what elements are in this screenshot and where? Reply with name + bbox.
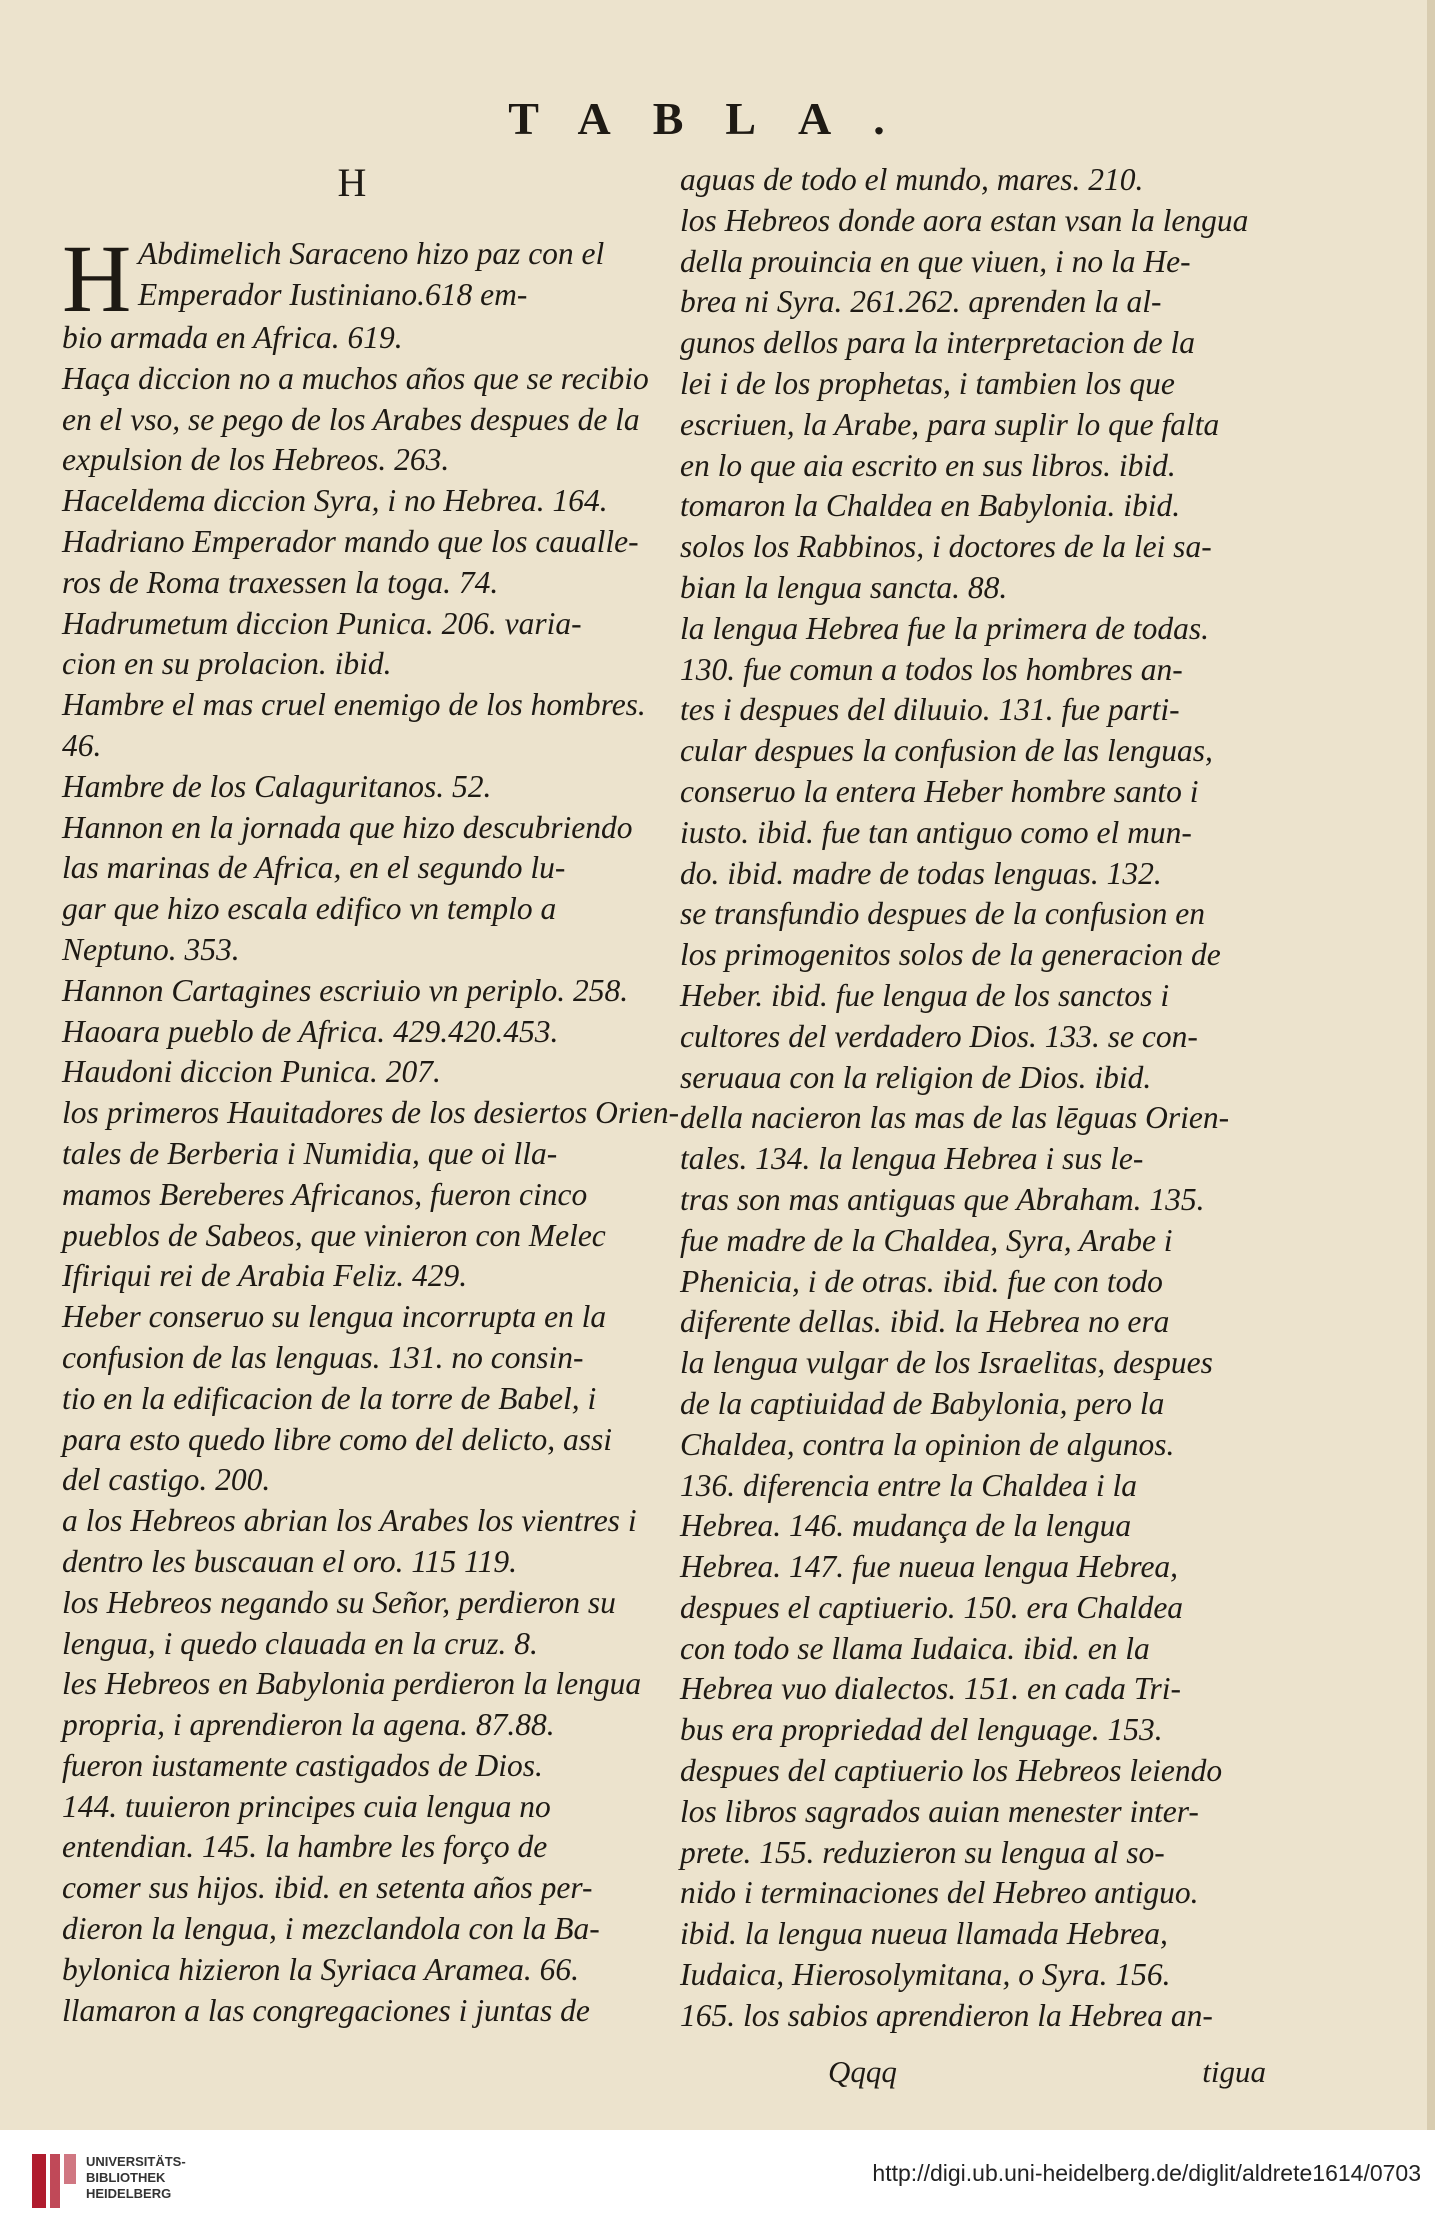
viewer-footer <box>0 2130 1435 2235</box>
text-line: bio armada en Africa. 619. <box>62 320 403 355</box>
text-line: Abdimelich Saraceno hizo paz con el <box>138 236 605 271</box>
text-line: tomaron la Chaldea en Babylonia. ibid. <box>680 488 1181 524</box>
text-line: Chaldea, contra la opinion de algunos. <box>680 1426 1175 1462</box>
text-line: los libros sagrados auian menester inter- <box>680 1793 1199 1829</box>
text-line: con todo se llama Iudaica. ibid. en la <box>680 1630 1150 1666</box>
text-line: llamaron a las congregaciones i juntas de <box>62 1992 590 2028</box>
entry-with-drop-cap <box>62 225 642 332</box>
text-line: 46. <box>62 727 102 763</box>
text-line: Hebrea vuo dialectos. 151. en cada Tri- <box>680 1671 1182 1707</box>
text-line: Hadrumetum diccion Punica. 206. varia- <box>62 605 582 641</box>
right-column <box>680 160 1266 2037</box>
text-line: 144. tuuieron principes cuia lengua no <box>62 1788 551 1824</box>
text-line: los primogenitos solos de la generacion de <box>680 937 1221 973</box>
text-line: Hannon en la jornada que hizo descubriendo <box>62 809 633 845</box>
running-title: TABLA. <box>508 93 927 144</box>
text-line: fue madre de la Chaldea, Syra, Arabe i <box>680 1222 1173 1258</box>
text-line: bian la lengua sancta. 88. <box>680 569 1008 605</box>
text-line: bus era propriedad del lenguage. 153. <box>680 1712 1163 1748</box>
text-line: fueron iustamente castigados de Dios. <box>62 1747 543 1783</box>
text-line: la lengua vulgar de los Israelitas, despues <box>680 1345 1213 1381</box>
right-column-lines <box>680 160 1266 2037</box>
text-line: a los Hebreos abrian los Arabes los vientres i <box>62 1503 637 1539</box>
text-line: les Hebreos en Babylonia perdieron la lengua <box>62 1666 642 1702</box>
text-line: cultores del verdadero Dios. 133. se con- <box>680 1018 1198 1054</box>
text-line: de la captiuidad de Babylonia, pero la <box>680 1385 1165 1421</box>
text-line: dentro les buscauan el oro. 115 119. <box>62 1543 517 1579</box>
text-line: Hadriano Emperador mando que los caualle- <box>62 523 639 559</box>
left-column <box>62 160 680 2031</box>
section-letter: H <box>337 160 367 205</box>
text-line: Haoara pueblo de Africa. 429.420.453. <box>62 1013 559 1049</box>
text-line: nido i terminaciones del Hebreo antiguo. <box>680 1875 1199 1911</box>
text-line: brea ni Syra. 261.262. aprenden la al- <box>680 284 1162 320</box>
text-line: prete. 155. reduzieron su lengua al so- <box>680 1834 1165 1870</box>
text-line: del castigo. 200. <box>62 1462 271 1498</box>
text-line: 165. los sabios aprendieron la Hebrea an- <box>680 1997 1213 2033</box>
source-url-link[interactable]: http://digi.ub.uni-heidelberg.de/diglit/aldrete1614/0703 <box>872 2160 1421 2186</box>
text-line: tio en la edificacion de la torre de Babel, i <box>62 1380 597 1416</box>
text-line: conseruo la entera Heber hombre santo i <box>680 773 1199 809</box>
text-line: Iudaica, Hierosolymitana, o Syra. 156. <box>680 1957 1171 1993</box>
text-line: escriuen, la Arabe, para suplir lo que falta <box>680 406 1220 442</box>
text-line: Haceldema diccion Syra, i no Hebrea. 164. <box>62 483 608 519</box>
text-line: tales. 134. la lengua Hebrea i sus le- <box>680 1141 1144 1177</box>
text-line: Haudoni diccion Punica. 207. <box>62 1054 441 1090</box>
text-line: la lengua Hebrea fue la primera de todas. <box>680 610 1210 646</box>
text-line: los Hebreos negando su Señor, perdieron su <box>62 1584 616 1620</box>
signature-mark: Qqqq <box>828 2054 897 2089</box>
text-line: las marinas de Africa, en el segundo lu- <box>62 850 566 886</box>
text-line: mamos Bereberes Africanos, fueron cinco <box>62 1176 588 1212</box>
text-line: ros de Roma traxessen la toga. 74. <box>62 564 499 600</box>
drop-cap: H <box>62 225 132 332</box>
text-line: los Hebreos donde aora estan vsan la lengua <box>680 202 1249 238</box>
left-column-lines <box>62 318 680 2031</box>
text-line: della prouincia en que viuen, i no la He- <box>680 243 1191 279</box>
text-line: tes i despues del diluuio. 131. fue parti- <box>680 692 1180 728</box>
text-line: Hebrea. 146. mudança de la lengua <box>680 1508 1132 1544</box>
text-line: 130. fue comun a todos los hombres an- <box>680 651 1183 687</box>
text-line: Ifiriqui rei de Arabia Feliz. 429. <box>62 1258 468 1294</box>
text-line: comer sus hijos. ibid. en setenta años per- <box>62 1870 593 1906</box>
text-line: Phenicia, i de otras. ibid. fue con todo <box>680 1263 1163 1299</box>
text-line: della nacieron las mas de las lēguas Orien- <box>680 1100 1230 1136</box>
text-line: propria, i aprendieron la agena. 87.88. <box>62 1707 555 1743</box>
text-line: Haça diccion no a muchos años que se recibio <box>62 360 649 396</box>
text-line: Hannon Cartagines escriuio vn periplo. 258. <box>62 972 629 1008</box>
text-line: Neptuno. 353. <box>62 931 240 967</box>
text-line: bylonica hizieron la Syriaca Aramea. 66. <box>62 1951 580 1987</box>
text-line: cion en su prolacion. ibid. <box>62 646 392 682</box>
text-line: Heber conseruo su lengua incorrupta en la <box>62 1299 607 1335</box>
text-line: iusto. ibid. fue tan antiguo como el mun- <box>680 814 1192 850</box>
text-line: en el vso, se pego de los Arabes despues de la <box>62 401 640 437</box>
text-line: tras son mas antiguas que Abraham. 135. <box>680 1181 1205 1217</box>
text-line: lengua, i quedo clauada en la cruz. 8. <box>62 1625 538 1661</box>
text-line: expulsion de los Hebreos. 263. <box>62 442 450 478</box>
text-line: tales de Berberia i Numidia, que oi lla- <box>62 1135 558 1171</box>
text-line: seruaua con la religion de Dios. ibid. <box>680 1059 1152 1095</box>
text-line: confusion de las lenguas. 131. no consin- <box>62 1339 584 1375</box>
text-line: diferente dellas. ibid. la Hebrea no era <box>680 1304 1170 1340</box>
text-line: gar que hizo escala edifico vn templo a <box>62 891 557 927</box>
text-line: Hambre el mas cruel enemigo de los hombres. <box>62 687 646 723</box>
text-line: Hebrea. 147. fue nueua lengua Hebrea, <box>680 1549 1179 1585</box>
text-line: para esto quedo libre como del delicto, assi <box>62 1421 613 1457</box>
text-line: Hambre de los Calaguritanos. 52. <box>62 768 492 804</box>
text-line: despues el captiuerio. 150. era Chaldea <box>680 1589 1184 1625</box>
text-line: solos los Rabbinos, i doctores de la lei sa- <box>680 529 1212 565</box>
text-line: do. ibid. madre de todas lenguas. 132. <box>680 855 1162 891</box>
text-line: en lo que aia escrito en sus libros. ibid. <box>680 447 1176 483</box>
text-line: Heber. ibid. fue lengua de los sanctos i <box>680 977 1170 1013</box>
text-line: dieron la lengua, i mezclandola con la Ba- <box>62 1911 600 1947</box>
library-name: UNIVERSITÄTS- BIBLIOTHEK HEIDELBERG <box>86 2154 186 2201</box>
text-line: gunos dellos para la interpretacion de la <box>680 325 1196 361</box>
text-line: pueblos de Sabeos, que vinieron con Melec <box>62 1217 606 1253</box>
text-line: entendian. 145. la hambre les forço de <box>62 1829 548 1865</box>
text-line: 136. diferencia entre la Chaldea i la <box>680 1467 1137 1503</box>
library-logo-icon <box>28 2150 80 2212</box>
text-line: lei i de los prophetas, i tambien los que <box>680 365 1175 401</box>
text-line: cular despues la confusion de las lenguas, <box>680 733 1213 769</box>
catchword: tigua <box>1202 2054 1266 2089</box>
text-line: despues del captiuerio los Hebreos leiendo <box>680 1753 1223 1789</box>
text-line: los primeros Hauitadores de los desiertos Orien- <box>62 1095 680 1131</box>
text-line: Emperador Iustiniano.618 em- <box>138 276 528 312</box>
text-line: ibid. la lengua nueua llamada Hebrea, <box>680 1916 1168 1952</box>
text-line: aguas de todo el mundo, mares. 210. <box>680 162 1144 197</box>
text-line: se transfundio despues de la confusion en <box>680 896 1205 932</box>
